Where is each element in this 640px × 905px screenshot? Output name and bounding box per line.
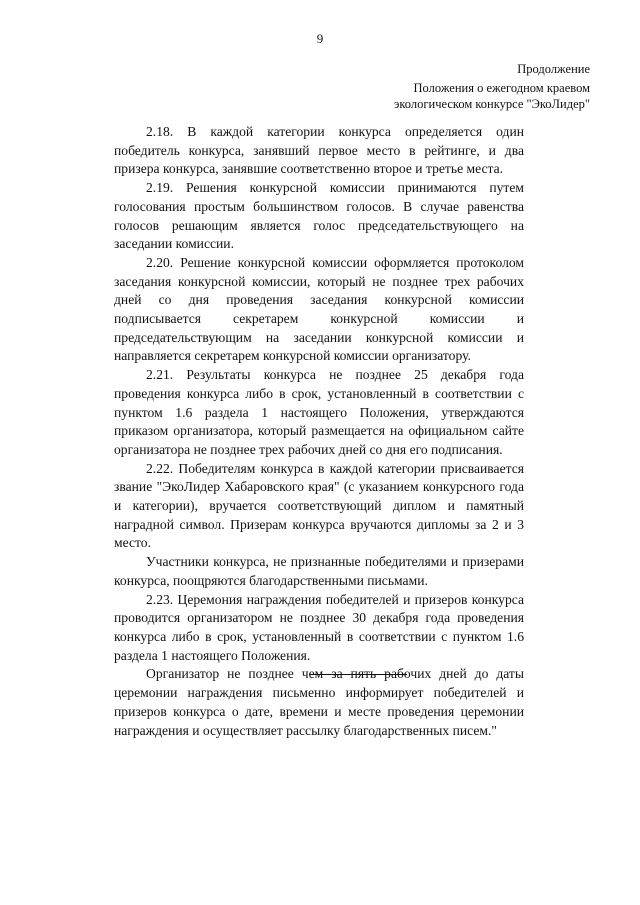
paragraph-2-19: 2.19. Решения конкурсной комиссии принимаются путем голосования простым большинством голосов. В случае равенства голосов решающим является голос председательствующего на заседании комиссии. bbox=[114, 180, 524, 252]
paragraph-2-18: 2.18. В каждой категории конкурса определяется один победитель конкурса, занявший первое место в рейтинге, и два призера конкурса, занявшие соответственно второе и третье места. bbox=[114, 124, 524, 177]
document-reference-line-1: Положения о ежегодном краевом bbox=[413, 81, 590, 95]
continuation-label: Продолжение bbox=[517, 62, 590, 76]
document-body bbox=[114, 123, 524, 740]
paragraph-2-20: 2.20. Решение конкурсной комиссии оформляется протоколом заседания конкурсной комиссии, который не позднее трех рабочих дней со дня проведения заседания конкурсной комиссии подписывается секретарем конкурсной комиссии и председательствующим на заседании конкурсной комиссии и направляется секретарем конкурсной комиссии организатору. bbox=[114, 254, 524, 364]
page-number: 9 bbox=[316, 31, 324, 46]
paragraph-2-21: 2.21. Результаты конкурса не позднее 25 декабря года проведения конкурса либо в срок, установленный в соответствии с пунктом 1.6 раздела 1 настоящего Положения, утверждаются приказом организатора, который размещается на официальном сайте организатора не позднее трех рабочих дней со дня его подписания. bbox=[114, 367, 524, 457]
document-reference-line-2: экологическом конкурсе "ЭкоЛидер" bbox=[394, 97, 590, 111]
closing-rule bbox=[309, 674, 407, 675]
paragraph-organizer-notice: Организатор не позднее чем за пять рабочих дней до даты церемонии награждения письменно информирует победителей и призеров конкурса о дате, времени и месте проведения церемонии награждения и осуществляет рассылку благодарственных писем." bbox=[114, 666, 524, 738]
paragraph-2-22: 2.22. Победителям конкурса в каждой категории присваивается звание "ЭкоЛидер Хабаровского края" (с указанием конкурсного года и категории), вручается соответствующий диплом и памятный наградной символ. Призерам конкурса вручаются дипломы за 2 и 3 место. bbox=[114, 460, 524, 551]
paragraph-2-23: 2.23. Церемония награждения победителей и призеров конкурса проводится организатором не позднее 30 декабря года проведения конкурса либо в срок, установленный в соответствии с пунктом 1.6 раздела 1 настоящего Положения. bbox=[114, 591, 524, 663]
document-reference bbox=[350, 80, 590, 112]
paragraph-participants: Участники конкурса, не признанные победителями и призерами конкурса, поощряются благодарственными письмами. bbox=[114, 554, 524, 588]
